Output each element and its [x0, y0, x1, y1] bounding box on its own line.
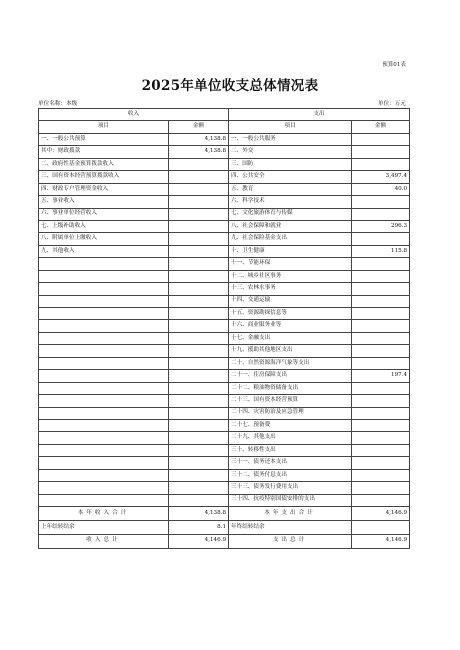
income-amount-cell	[169, 233, 229, 245]
table-row	[39, 407, 410, 419]
column-header-row	[39, 121, 410, 133]
income-item-cell	[39, 357, 169, 369]
income-section-header: 收入	[39, 109, 229, 121]
income-item-cell	[39, 382, 169, 394]
table-row	[39, 233, 410, 245]
income-item-cell	[39, 270, 169, 282]
total-expense-value: 4,146.9	[352, 507, 410, 521]
budget-table	[38, 108, 410, 549]
income-item-cell: 七、上级补助收入	[39, 220, 169, 232]
income-item-cell	[39, 419, 169, 431]
table-row	[39, 345, 410, 357]
expense-amount-cell	[352, 208, 410, 220]
table-row	[39, 482, 410, 494]
expense-item-cell: 三、国防	[229, 158, 352, 170]
expense-item-cell: 五、教育	[229, 183, 352, 195]
table-row	[39, 208, 410, 220]
table-row	[39, 370, 410, 382]
table-row	[39, 133, 410, 145]
expense-item-cell: 三十四、抗疫特别国债安排的支出	[229, 494, 352, 506]
expense-amount-cell: 40.0	[352, 183, 410, 195]
expense-amount-cell	[352, 258, 410, 270]
income-amount-cell	[169, 382, 229, 394]
expense-item-cell: 四、公共安全	[229, 171, 352, 183]
income-amount-cell	[169, 444, 229, 456]
budget-table-totals	[39, 507, 410, 549]
income-amount-cell	[169, 419, 229, 431]
income-amount-cell	[169, 345, 229, 357]
income-item-cell	[39, 308, 169, 320]
expense-amount-cell: 3,497.4	[352, 171, 410, 183]
expense-amount-cell	[352, 270, 410, 282]
table-row	[39, 320, 410, 332]
expense-amount-cell	[352, 345, 410, 357]
income-amount-cell	[169, 395, 229, 407]
income-item-cell	[39, 482, 169, 494]
grand-expense-value: 4,146.9	[352, 534, 410, 548]
table-row	[39, 308, 410, 320]
expense-item-cell: 三十二、债务付息支出	[229, 469, 352, 481]
table-row	[39, 382, 410, 394]
unit-measure: 单位：万元	[378, 101, 406, 107]
expense-amount-cell	[352, 332, 410, 344]
expense-amount-header: 金额	[352, 121, 410, 133]
expense-item-cell: 三十三、债务发行费用支出	[229, 482, 352, 494]
expense-item-cell: 十六、商业服务业等	[229, 320, 352, 332]
income-amount-cell	[169, 482, 229, 494]
income-amount-cell	[169, 494, 229, 506]
expense-item-cell: 十、卫生健康	[229, 245, 352, 257]
expense-item-cell: 十七、金融支出	[229, 332, 352, 344]
expense-amount-cell	[352, 146, 410, 158]
expense-item-cell: 七、文化旅游体育与传媒	[229, 208, 352, 220]
income-amount-cell: 4,138.8	[169, 146, 229, 158]
expense-item-cell: 二十二、粮油物资储备支出	[229, 382, 352, 394]
expense-amount-cell	[352, 133, 410, 145]
table-row	[39, 457, 410, 469]
grand-income-value: 4,146.9	[169, 534, 229, 548]
income-amount-cell	[169, 220, 229, 232]
income-item-cell	[39, 320, 169, 332]
expense-item-header: 项目	[229, 121, 352, 133]
income-amount-cell	[169, 208, 229, 220]
table-row	[39, 183, 410, 195]
expense-amount-cell	[352, 295, 410, 307]
income-item-cell	[39, 370, 169, 382]
expense-amount-cell	[352, 196, 410, 208]
expense-item-cell: 二十三、国有资本经营预算	[229, 395, 352, 407]
income-item-cell: 六、事业单位经营收入	[39, 208, 169, 220]
carry-out-label: 年终结转结余	[229, 520, 352, 534]
income-item-cell	[39, 444, 169, 456]
expense-amount-cell	[352, 419, 410, 431]
expense-item-cell: 十二、城乡社区事务	[229, 270, 352, 282]
income-item-cell: 八、附属单位上缴收入	[39, 233, 169, 245]
expense-amount-cell	[352, 469, 410, 481]
expense-section-header: 支出	[229, 109, 410, 121]
expense-amount-cell	[352, 457, 410, 469]
carry-over-row	[39, 520, 410, 534]
income-amount-cell	[169, 183, 229, 195]
expense-amount-cell	[352, 407, 410, 419]
income-amount-cell	[169, 283, 229, 295]
grand-expense-label: 支出总计	[229, 534, 352, 548]
table-row	[39, 270, 410, 282]
income-item-cell	[39, 345, 169, 357]
income-item-cell: 五、事业收入	[39, 196, 169, 208]
table-row	[39, 395, 410, 407]
income-item-cell	[39, 407, 169, 419]
expense-amount-cell	[352, 382, 410, 394]
income-amount-cell	[169, 332, 229, 344]
income-item-cell	[39, 295, 169, 307]
expense-item-cell: 二十一、住房保障支出	[229, 370, 352, 382]
income-item-cell	[39, 258, 169, 270]
income-item-cell: 一、一般公共预算	[39, 133, 169, 145]
income-item-cell	[39, 283, 169, 295]
table-row	[39, 258, 410, 270]
table-row	[39, 196, 410, 208]
expense-item-cell: 三十、转移性支出	[229, 444, 352, 456]
expense-item-cell: 六、科学技术	[229, 196, 352, 208]
expense-item-cell: 十一、节能环保	[229, 258, 352, 270]
form-code: 预算01表	[382, 62, 406, 68]
expense-item-cell: 二十七、预备费	[229, 419, 352, 431]
expense-item-cell: 三十一、债务还本支出	[229, 457, 352, 469]
table-row	[39, 171, 410, 183]
income-item-cell	[39, 395, 169, 407]
table-row	[39, 357, 410, 369]
table-row	[39, 295, 410, 307]
income-amount-cell	[169, 258, 229, 270]
income-amount-cell	[169, 158, 229, 170]
budget-table-body	[39, 109, 410, 507]
expense-item-cell: 十三、农林水事务	[229, 283, 352, 295]
income-item-cell: 其中：财政拨款	[39, 146, 169, 158]
table-row	[39, 332, 410, 344]
table-row	[39, 158, 410, 170]
expense-amount-cell	[352, 444, 410, 456]
table-row	[39, 146, 410, 158]
total-income-value: 4,138.8	[169, 507, 229, 521]
expense-item-cell: 二十四、灾害防治及应急管理	[229, 407, 352, 419]
total-income-label: 本年收入合计	[39, 507, 169, 521]
income-amount-cell	[169, 295, 229, 307]
income-item-cell	[39, 469, 169, 481]
income-amount-cell	[169, 171, 229, 183]
income-amount-cell	[169, 432, 229, 444]
income-amount-cell	[169, 245, 229, 257]
expense-item-cell: 十五、资源勘探信息等	[229, 308, 352, 320]
income-item-cell	[39, 332, 169, 344]
income-amount-cell	[169, 270, 229, 282]
expense-item-cell: 十九、援助其他地区支出	[229, 345, 352, 357]
income-amount-cell	[169, 308, 229, 320]
income-amount-cell	[169, 457, 229, 469]
expense-item-cell: 二十、自然资源海洋气象等支出	[229, 357, 352, 369]
expense-amount-cell	[352, 308, 410, 320]
income-item-cell	[39, 432, 169, 444]
expense-amount-cell	[352, 283, 410, 295]
income-amount-cell	[169, 469, 229, 481]
expense-amount-cell	[352, 357, 410, 369]
table-row	[39, 220, 410, 232]
income-item-cell	[39, 494, 169, 506]
total-expense-label: 本年支出合计	[229, 507, 352, 521]
grand-income-label: 收入总计	[39, 534, 169, 548]
table-row	[39, 469, 410, 481]
expense-amount-cell	[352, 158, 410, 170]
table-row	[39, 432, 410, 444]
expense-item-cell: 十四、交通运输	[229, 295, 352, 307]
expense-amount-cell	[352, 494, 410, 506]
income-amount-header: 金额	[169, 121, 229, 133]
expense-amount-cell: 296.3	[352, 220, 410, 232]
section-header-row	[39, 109, 410, 121]
expense-amount-cell: 197.4	[352, 370, 410, 382]
expense-amount-cell	[352, 482, 410, 494]
income-amount-cell: 4,138.8	[169, 133, 229, 145]
expense-amount-cell	[352, 233, 410, 245]
table-row	[39, 245, 410, 257]
expense-item-cell: 八、社会保障和就业	[229, 220, 352, 232]
annual-total-row	[39, 507, 410, 521]
expense-item-cell: 二、外交	[229, 146, 352, 158]
carry-out-value	[352, 520, 410, 534]
carry-in-value: 8.1	[169, 520, 229, 534]
grand-total-row	[39, 534, 410, 548]
expense-item-cell: 九、社会保险基金支出	[229, 233, 352, 245]
expense-item-cell: 一、一般公共服务	[229, 133, 352, 145]
income-amount-cell	[169, 407, 229, 419]
unit-name: 单位名称：本级	[38, 101, 78, 107]
expense-amount-cell	[352, 320, 410, 332]
income-item-cell: 三、国有资本经营预算拨款收入	[39, 171, 169, 183]
expense-amount-cell	[352, 395, 410, 407]
table-row	[39, 494, 410, 506]
income-amount-cell	[169, 357, 229, 369]
income-item-cell	[39, 457, 169, 469]
page-title: 2025年单位收支总体情况表	[141, 78, 319, 94]
income-amount-cell	[169, 196, 229, 208]
income-item-header: 项目	[39, 121, 169, 133]
table-row	[39, 419, 410, 431]
carry-in-label: 上年结转结余	[39, 520, 169, 534]
income-amount-cell	[169, 370, 229, 382]
income-item-cell: 四、财政专户管理资金收入	[39, 183, 169, 195]
income-item-cell: 九、其他收入	[39, 245, 169, 257]
table-row	[39, 283, 410, 295]
income-item-cell: 二、政府性基金预算拨款收入	[39, 158, 169, 170]
expense-item-cell: 二十九、其他支出	[229, 432, 352, 444]
expense-amount-cell: 115.8	[352, 245, 410, 257]
table-row	[39, 444, 410, 456]
expense-amount-cell	[352, 432, 410, 444]
income-amount-cell	[169, 320, 229, 332]
